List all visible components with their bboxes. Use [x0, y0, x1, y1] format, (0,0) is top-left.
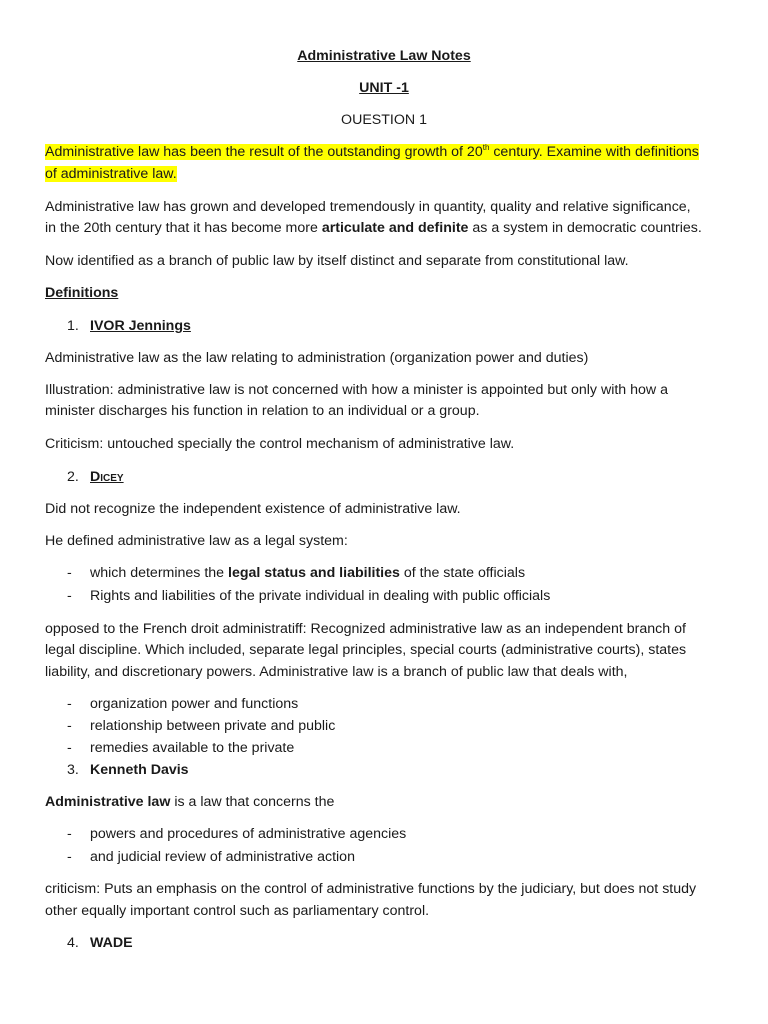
- def2-opposed-line-2: legal discipline. Which included, separate legal principles, special courts (administrative courts), states: [45, 642, 687, 658]
- unit-heading: UNIT -1: [359, 80, 409, 96]
- highlight-text: Administrative law has been the result of the outstanding growth of 20: [45, 144, 483, 160]
- def1-name: IVOR Jennings: [90, 318, 191, 334]
- def2-text-1: Did not recognize the independent existence of administrative law.: [45, 501, 461, 517]
- def3-criticism-line-2: other equally important control such as parliamentary control.: [45, 903, 430, 919]
- def2-list-item-1: organization power and functions: [90, 696, 299, 712]
- bullet-dash: -: [67, 696, 72, 712]
- list-number: 3.: [67, 762, 79, 778]
- bold-text: articulate and definite: [321, 220, 469, 236]
- text: which determines the: [90, 565, 229, 581]
- def1-illustration-line-2: minister discharges his function in relation to an individual or a group.: [45, 403, 480, 419]
- def3-criticism-line-1: criticism: Puts an emphasis on the control of administrative functions by the judiciary, but does not study: [45, 881, 697, 897]
- list-number: 4.: [67, 935, 79, 951]
- def3-lead: [45, 793, 334, 811]
- def2-text-2: He defined administrative law as a legal system:: [45, 533, 348, 549]
- highlight-text: of administrative law.: [45, 166, 177, 182]
- def3-list-item-2: and judicial review of administrative action: [90, 849, 355, 865]
- superscript: th: [482, 143, 490, 152]
- def2-bullet-1: [90, 564, 525, 582]
- highlighted-question-line-2: [45, 165, 177, 183]
- question-heading: OUESTION 1: [341, 112, 427, 128]
- def2-opposed-line-3: liability, and discretionary powers. Administrative law is a branch of public law that deals with,: [45, 664, 628, 680]
- def2-name: Dicey: [90, 469, 124, 485]
- text: as a system in democratic countries.: [468, 220, 702, 236]
- paragraph-1-line-1: Administrative law has grown and developed tremendously in quantity, quality and relative significance,: [45, 199, 691, 215]
- highlight-text: century. Examine with definitions: [489, 144, 699, 160]
- bullet-dash: -: [67, 565, 72, 581]
- highlighted-question-line-1: [45, 143, 699, 161]
- bold-text: legal status and liabilities: [228, 565, 400, 581]
- def1-text: Administrative law as the law relating to administration (organization power and duties): [45, 350, 589, 366]
- document-title: Administrative Law Notes: [297, 48, 471, 64]
- paragraph-2: Now identified as a branch of public law by itself distinct and separate from constitutional law.: [45, 253, 629, 269]
- bullet-dash: -: [67, 740, 72, 756]
- def1-criticism: Criticism: untouched specially the control mechanism of administrative law.: [45, 436, 515, 452]
- def2-list-item-2: relationship between private and public: [90, 718, 336, 734]
- list-number: 1.: [67, 318, 79, 334]
- text: is a law that concerns the: [170, 794, 335, 810]
- bullet-dash: -: [67, 826, 72, 842]
- bold-text: Administrative law: [45, 794, 171, 810]
- def2-opposed-line-1: opposed to the French droit administratiff: Recognized administrative law as an independent branch of: [45, 621, 686, 637]
- text: in the 20th century that it has become more: [45, 220, 322, 236]
- bullet-dash: -: [67, 718, 72, 734]
- text: of the state officials: [399, 565, 526, 581]
- def3-name: Kenneth Davis: [90, 762, 189, 778]
- definitions-heading: Definitions: [45, 285, 119, 301]
- list-number: 2.: [67, 469, 79, 485]
- def2-list-item-3: remedies available to the private: [90, 740, 295, 756]
- bullet-dash: -: [67, 588, 72, 604]
- def3-list-item-1: powers and procedures of administrative agencies: [90, 826, 407, 842]
- def2-bullet-2: Rights and liabilities of the private individual in dealing with public officials: [90, 588, 551, 604]
- def1-illustration-line-1: Illustration: administrative law is not concerned with how a minister is appointed but only with how a: [45, 382, 668, 398]
- def4-name: WADE: [90, 935, 133, 951]
- paragraph-1-line-2: [45, 219, 702, 237]
- bullet-dash: -: [67, 849, 72, 865]
